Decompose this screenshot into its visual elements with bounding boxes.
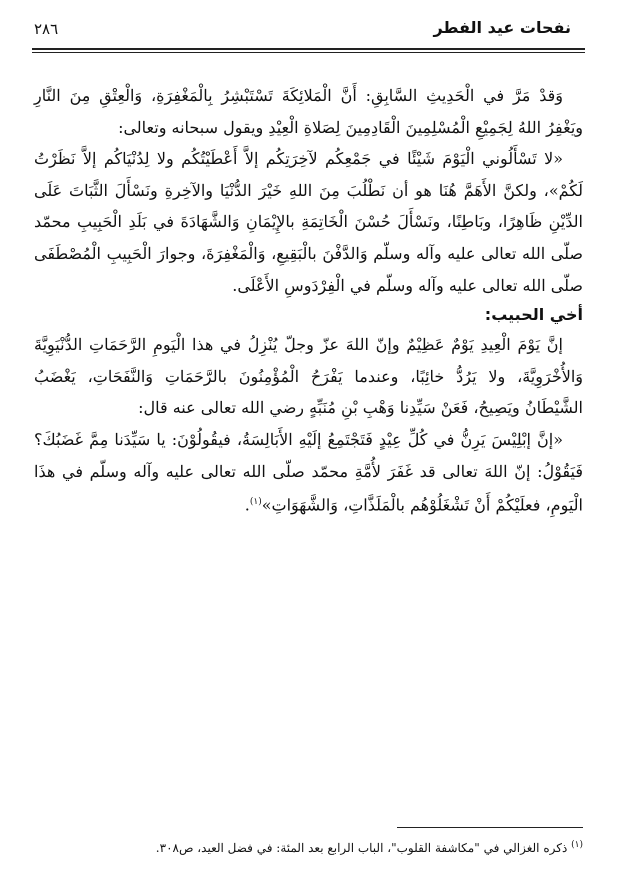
- main-text: [34, 80, 583, 521]
- paragraph-end-mark: .: [244, 495, 250, 515]
- paragraph-iblis-narration: [34, 424, 583, 521]
- section-heading: أخي الحبيب:: [484, 305, 583, 325]
- header-rule: [32, 48, 585, 53]
- footnote-marker: (١): [571, 840, 583, 850]
- paragraph-supplication: «لا تَسْأَلُوني الْيَوْمَ شَيْئًا في جَمْعِكُم لآخِرَتِكُم إلاَّ أَعْطَيْتُكُم ولا لِدُنْيَاكُم إلاَّ نَظَرْتُ لَكُمْ»، ولكنَّ الأَهَمَّ هُنَا هو أن نَطْلُبَ مِنَ اللهِ خَيْرَ الدُّنْيَا والآخِرةِ ونَسْأَلَ الثَّبَاتَ عَلَى الدِّيْنِ ظَاهِرًا، وبَاطِنًا، ونَسْأَلَ حُسْنَ الْخَاتِمَةِ بالإِيْمَانِ وَالشَّهَادَةَ في بَلَدِ الْحَبِيبِ محمّد صلّى الله تعالى عليه وآله وسلّم وَالدَّفْنَ بالْبَقِيعِ، وَالْمَغْفِرَةَ، وجوارَ الْحَبِيبِ الْمُصْطَفَى صلّى الله تعالى عليه وآله وسلّم في الْفِرْدَوسِ الأَعْلَى.: [34, 149, 583, 295]
- running-header-title: نفحات عيد الفطر: [433, 18, 571, 37]
- page-number: ٢٨٦: [34, 20, 59, 38]
- footnote-rule: [397, 827, 583, 828]
- paragraph-eid-mercies: [34, 329, 583, 424]
- paragraph-iblis-text: «إنَّ إبْلِيْسَ يَرِنُّ في كُلِّ عِيْدٍ فَتَجْتَمِعُ إلَيْهِ الأَبَالِسَةُ، فيقُولُوْنَ: يا سَيِّدَنا مِمَّ غَضَبُكَ؟ فَيَقُوْلُ: إنّ اللهَ تعالى قد غَفَرَ لأُمَّةِ محمّد صلّى الله تعالى عليه وآله وسلّم في هذَا الْيَومِ، فعلَيْكُمْ أَنْ تَشْغَلُوْهُم بالْمَلَذَّاتِ، وَالشَّهَوَاتِ»: [34, 429, 583, 515]
- footnote-reference[interactable]: (١): [249, 497, 262, 508]
- footnote-text: ذكره الغزالي في "مكاشفة القلوب"، الباب الرابع بعد المئة: في فضل العيد، ص٣٠٨.: [155, 841, 568, 855]
- paragraph-hadith-reference: وَقدْ مَرَّ في الْحَدِيثِ السَّابِقِ: أَنَّ الْمَلائِكَةَ تَسْتَبْشِرُ بِالْمَغْفِرَةِ، وَالْعِتْقِ مِنَ النَّارِ ويَغْفِرُ اللهُ لِجَمِيْعِ الْمُسْلِمِينَ الْقَادِمِينَ لِصَلاةِ الْعِيْدِ ويقول سبحانه وتعالى:: [34, 86, 583, 137]
- paragraph-eid-mercies-text: إنَّ يَوْمَ الْعِيدِ يَوْمٌ عَظِيْمٌ وإنّ اللهَ عزّ وجلّ يُنْزِلُ في هذا الْيَومِ الرَّحَمَاتِ الدُّنْيَوِيَّةَ وَالأُخْرَوِيَّةَ، ولا يَرُدُّ خائِبًا، وعندما يَفْرَحُ الْمُؤْمِنُونَ بالرَّحَمَاتِ وَالنَّفَحَاتِ، يَغْضَبُ الشَّيْطَانُ ويَصِيحُ، فَعَنْ سَيِّدِنا وَهْبِ بْنِ مُنَبِّهٍ رضي الله تعالى عنه قال:: [34, 335, 584, 418]
- footnote: [34, 836, 583, 857]
